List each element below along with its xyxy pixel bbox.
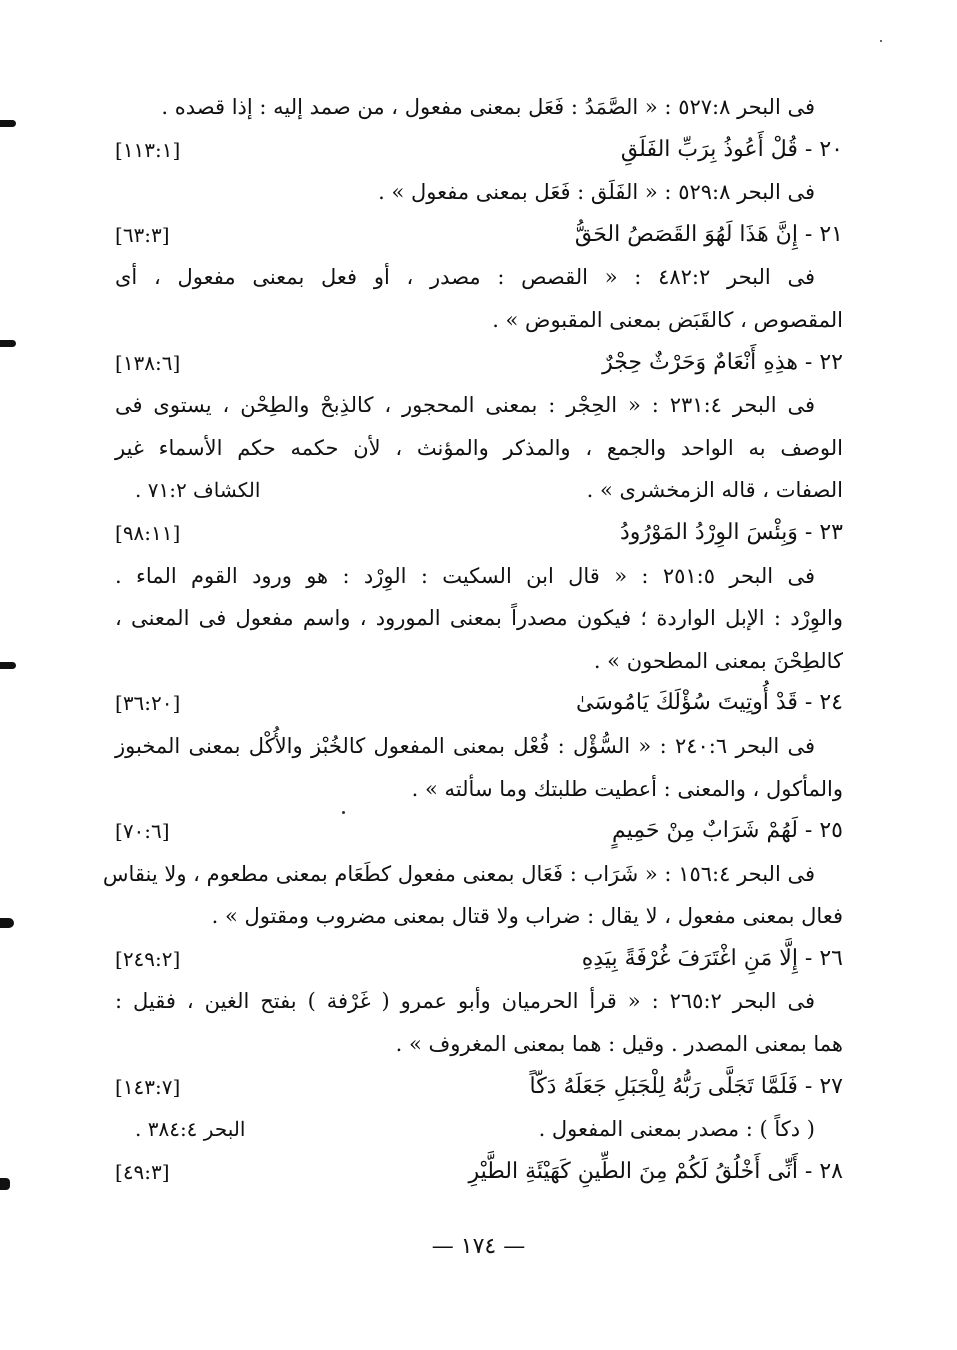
line-text: والوِرْد : الإبل الواردة ؛ فيكون مصدراً بمعنى المورود ، واسم مفعول فى المعنى ، [115,606,843,631]
verse-text: ٢٦ - إِلَّا مَنِ اغْتَرَفَ غُرْفَةً بِيَدِهِ [581,945,843,971]
commentary-line [115,299,843,342]
verse-text: ٢٠ - قُلْ أَعُوذُ بِرَبِّ الفَلَقِ [620,136,843,162]
line-text: الصفات ، قاله الزمخشرى » . [586,478,843,503]
line-text: فى البحر ٤٨٢:٢ : « القصص : مصدر ، أو فعل بمعنى مفعول ، أى [115,265,815,290]
line-text: فى البحر ١٥٦:٤ : « شَرَاب : فَعَال بمعنى مفعول كطَعَام بمعنى مطعوم ، ولا ينقاس [102,861,815,886]
line-text: كالطِحْنَ بمعنى المطحون » . [593,648,843,673]
verse-reference: [٤٩:٣] [115,1159,170,1184]
verse-text: ٢٢ - هذِهِ أَنْعَامٌ وَحَرْثٌ حِجْرٌ [602,349,843,375]
scan-edge-mark [0,662,16,669]
scan-edge-mark [0,120,16,127]
verse-text: ٢٣ - وَبِئْسَ الوِرْدُ المَوْرُودُ [619,519,843,545]
commentary-line [115,725,843,768]
line-text: فى البحر ٢٥١:٥ : « قال ابن السكيت : الوِرْد : هو ورود القوم الماء . [115,563,815,588]
side-note: البحر ٣٨٤:٤ . [135,1117,246,1142]
verse-line [115,129,843,172]
commentary-line [115,171,843,214]
verse-line [115,938,843,981]
line-text: الوصف به الواحد والجمع ، والمذكر والمؤنث ، لأن حكمه حكم الأسماء غير [115,435,843,460]
verse-line [115,810,843,853]
line-text: ( دكاً ) : مصدر بمعنى المفعول . [538,1117,815,1142]
line-text: فى البحر ٥٢٧:٨ : « الصَّمَدُ : فَعَل بمعنى مفعول ، من صمد إليه : إذا قصده . [161,95,815,119]
verse-line [115,1151,843,1194]
line-text: المقصوص ، كالقَبَض بمعنى المقبوض » . [492,307,843,332]
line-text: فى البحر ٥٢٩:٨ : « الفَلَق : فَعَل بمعنى مفعول » . [378,180,815,205]
verse-reference: [٧٠:٦] [115,819,170,844]
commentary-line [115,1108,843,1151]
commentary-line [115,597,843,640]
verse-text: ٢٨ - أَنِّى أَخْلُقُ لَكُمْ مِنَ الطِّينِ كَهَيْئَةِ الطَّيْرِ [468,1158,843,1184]
verse-reference: [١٣٨:٦] [115,350,181,375]
verse-reference: [٦٣:٣] [115,222,170,247]
commentary-line [115,1023,843,1066]
commentary-line [115,469,843,512]
commentary-line [102,853,843,896]
commentary-line [115,427,843,470]
scan-edge-mark [0,918,14,928]
page-number: — ١٧٤ — [431,1234,526,1259]
verse-line [115,342,843,385]
scan-edge-mark [0,340,16,347]
verse-reference: [٣٦:٢٠] [115,691,181,716]
commentary-line [115,768,843,811]
verse-text: ٢٧ - فَلَمَّا تَجَلَّى رَبُّهُ لِلْجَبَلِ جَعَلَهُ دَكّاً [529,1073,843,1099]
verse-reference: [١٤٣:٧] [115,1074,181,1099]
verse-line [115,512,843,555]
commentary-line [115,256,843,299]
line-text: فى البحر ٢٦٥:٢ : « قرأ الحرميان وأبو عمرو ( غَرْفة ) بفتح الغين ، فقيل : [115,989,815,1014]
commentary-line [115,895,843,938]
verse-text: ٢١ - إِنَّ هَذَا لَهُوَ القَصَصُ الحَقُّ [574,221,843,247]
line-text: هما بمعنى المصدر . وقيل : هما بمعنى المغروف » . [395,1032,843,1057]
verse-reference: [٢٤٩:٢] [115,946,181,971]
commentary-line [115,640,843,683]
line-text: والمأكول ، والمعنى : أعطيت طلبتك وما سألته » . [411,776,843,801]
verse-reference: [١١٣:١] [115,137,181,162]
speck [880,40,882,42]
verse-line [115,1066,843,1109]
main-text [102,86,843,1193]
commentary-line [115,384,843,427]
verse-line [115,214,843,257]
commentary-line [115,980,843,1023]
commentary-line [115,86,843,129]
commentary-line [115,555,843,598]
scan-edge-mark [0,1178,10,1190]
line-text: فعال بمعنى مفعول ، لا يقال : ضراب ولا قتال بمعنى مضروب ومقتول » . [211,904,843,929]
line-text: فى البحر ٢٤٠:٦ : « السُّؤْل : فُعْل بمعنى المفعول كالخُبْز والأُكْل بمعنى المخبوز [115,733,816,758]
verse-reference: [٩٨:١١] [115,520,181,545]
side-note: الكشاف ٧١:٢ . [135,478,261,503]
verse-text: ٢٥ - لَهُمْ شَرَابٌ مِنْ حَمِيمٍ [611,818,843,844]
verse-line [115,682,843,725]
verse-text: ٢٤ - قَدْ أُوتِيتَ سُؤْلَكَ يَامُوسَىٰ [576,690,843,716]
line-text: فى البحر ٢٣١:٤ : « الحِجْر : بمعنى المحجور ، كالذِبحْ والطِحْن ، يستوى فى [115,393,815,418]
